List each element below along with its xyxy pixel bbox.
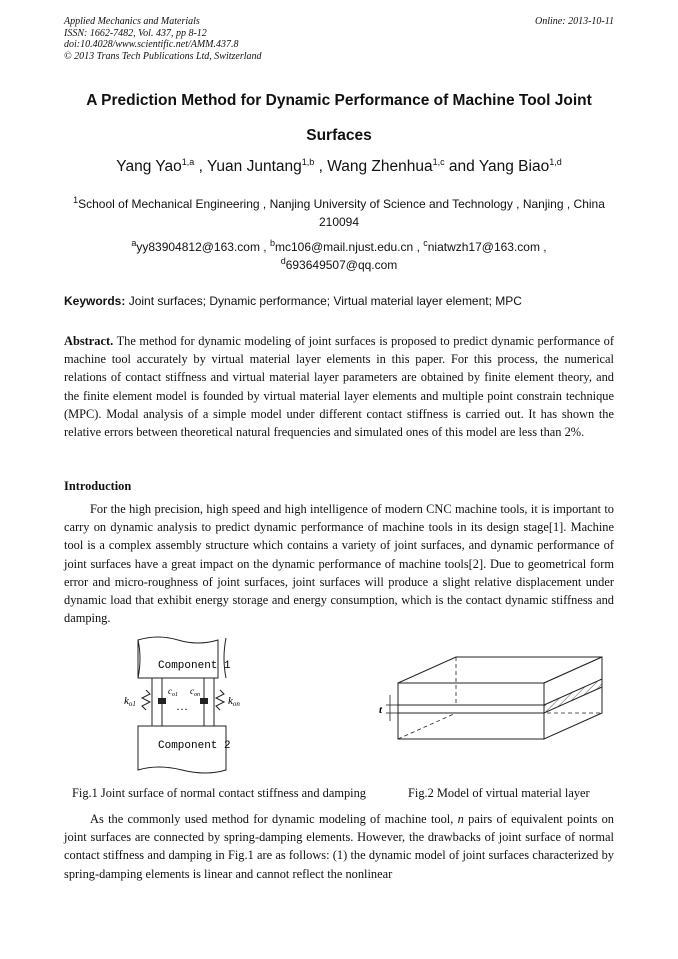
component-1-wave-right [224, 638, 226, 678]
spring-left [142, 690, 150, 710]
figure-2-caption: Fig.2 Model of virtual material layer [408, 786, 590, 800]
component-2-label: Component 2 [158, 740, 231, 752]
abstract [64, 332, 614, 441]
affiliation-sup: 1 [73, 195, 79, 205]
journal-line: Applied Mechanics and Materials [64, 16, 200, 27]
c-left-label: $c_{o1}$ [168, 686, 178, 698]
virtual-layer-front [398, 705, 544, 713]
email-sup: c [423, 238, 428, 248]
affiliation [64, 195, 614, 231]
paper-title-line-1: A Prediction Method for Dynamic Performance of Machine Tool Joint [86, 92, 592, 109]
author-name: Yang Biao [478, 158, 550, 175]
k-left-label: ko1 [124, 695, 136, 708]
email-sup: a [131, 238, 137, 248]
keywords-text: Joint surfaces; Dynamic performance; Virtual material layer element; MPC [125, 294, 522, 308]
body-text-rest: pairs of equivalent points on joint surfaces are connected by spring-damping elements. However, the drawbacks of joint surface of normal contact stiffness and damping in Fig.1 are as follows: (1) the dynamic model of joint surfaces characterized by spring-damping elements is linear and cannot reflect the nonlinear [64, 812, 615, 881]
dots-label: … [176, 699, 188, 713]
author-name: Yang Yao [116, 158, 182, 175]
abstract-text: The method for dynamic modeling of joint surfaces is proposed to predict dynamic performance of machine tool accurately by virtual material layer elements in this paper. For this process, the numerical relations of contact stiffness and virtual material layer parameters are obtained by finite element theory, and the finite element model is founded by virtual material layer elements and multiple point constrain technique (MPC). Modal analysis of a simple model under different contact stiffness is carried out. It has shown the relative errors between theoretical natural frequencies and simulated ones of this model are less than 2%. [64, 334, 614, 440]
k-right-label: kon [228, 695, 240, 708]
journal-line: © 2013 Trans Tech Publications Ltd, Switzerland [64, 50, 262, 62]
author-name: Wang Zhenhua [327, 158, 433, 175]
t-label: t [379, 704, 383, 716]
paper-title-line-2: Surfaces [306, 127, 372, 144]
journal-line: ISSN: 1662-7482, Vol. 437, pp 8-12 [64, 27, 207, 39]
damper-left [158, 698, 166, 704]
section-heading: Introduction [64, 479, 132, 493]
body-text-start: As the commonly used method for dynamic modeling of machine tool, [90, 812, 458, 826]
author-and: and [444, 158, 479, 175]
keywords [64, 294, 614, 308]
c-right-label: $c_{on}$ [190, 686, 200, 698]
email-a: yy83904812@163.com , [136, 240, 270, 254]
author-affil: 1,c [432, 156, 445, 167]
author-name: Yuan Juntang [206, 158, 302, 175]
author-affil: 1,d [549, 156, 562, 167]
author-affil: 1,b [301, 156, 315, 167]
journal-info [64, 16, 262, 62]
email-d: 693649507@qq.com [285, 258, 398, 272]
email-sup: d [280, 256, 286, 266]
author-separator: , [314, 158, 328, 175]
author-list [64, 158, 614, 176]
keywords-label: Keywords: [64, 294, 126, 308]
variable-n: n [457, 812, 464, 826]
abstract-label: Abstract. [64, 334, 114, 348]
email-sup: b [269, 238, 275, 248]
author-separator: , [194, 158, 207, 175]
online-date: Online: 2013-10-11 [535, 16, 614, 27]
email-c: niatwzh17@163.com , [427, 240, 547, 254]
email-list [64, 238, 614, 274]
author-affil: 1,a [181, 156, 195, 167]
figure-2-diagram [376, 655, 616, 750]
email-b: mc106@mail.njust.edu.cn , [274, 240, 424, 254]
journal-line: doi:10.4028/www.scientific.net/AMM.437.8 [64, 39, 239, 50]
figure-1-caption: Fig.1 Joint surface of normal contact stiffness and damping [72, 786, 366, 800]
introduction-paragraph: For the high precision, high speed and high intelligence of modern CNC machine tools, it is important to carry on dynamic analysis to predict dynamic performance of machine tools in its design stage[1]. Machine tool is a complex assembly structure which contains a variety of joint surfaces, and dynamic performance of joint surfaces have a great impact on the dynamic performance of machine tools[2]. Due to geometrical form error and micro-roughness of joint surfaces, joint surfaces will produce a slight relative displacement under dynamic load that exhibit energy storage and energy consumption, which is the contact dynamic stiffness and damping. [64, 502, 614, 626]
spring-right [216, 690, 224, 710]
affiliation-text: School of Mechanical Engineering , Nanjing University of Science and Technology , Nanjing , China 210094 [78, 197, 605, 229]
figure-1-diagram [118, 634, 268, 784]
body-paragraph [64, 810, 614, 883]
component-1-label: Component 1 [158, 660, 231, 672]
damper-right [200, 698, 208, 704]
